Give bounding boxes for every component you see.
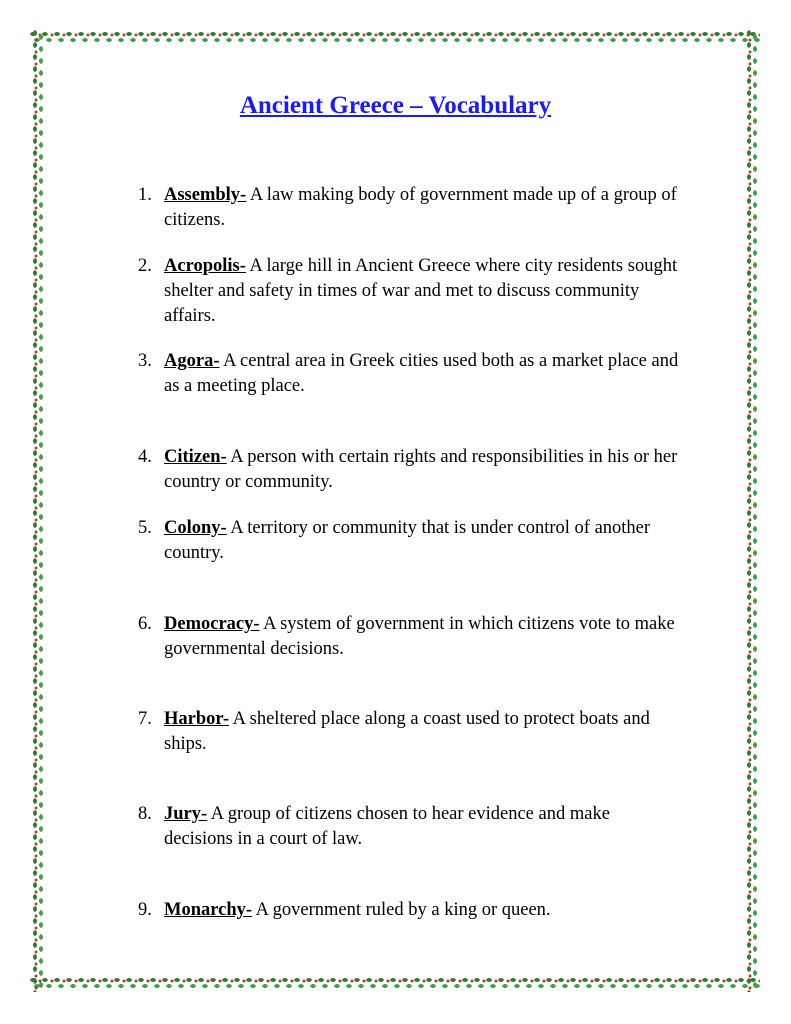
vocab-item-jury [138,802,683,852]
item-number: 6. [138,614,152,634]
vocab-term: Acropolis- [164,256,246,276]
vocab-definition: A sheltered place along a coast used to protect boats and ships. [164,709,650,754]
vocab-definition: A large hill in Ancient Greece where city residents sought shelter and safety in times of war and met to discuss community affairs. [164,256,678,326]
vocab-definition: A system of government in which citizens vote to make governmental decisions. [164,614,675,659]
page-title: Ancient Greece – Vocabulary [239,92,552,119]
vocab-item-agora [138,349,683,399]
item-number: 4. [138,447,152,467]
vocab-item-democracy [138,612,683,662]
holly-border-right-icon [744,30,760,992]
item-number: 2. [138,256,152,276]
vocab-term: Colony- [164,518,227,538]
vocab-definition: A central area in Greek cities used both as a market place and as a meeting place. [164,351,679,396]
vocab-item-colony [138,516,683,566]
vocab-definition: A government ruled by a king or queen. [252,900,551,920]
item-number: 1. [138,185,152,205]
vocab-item-assembly [138,183,683,233]
item-number: 8. [138,804,152,824]
vocab-item-harbor [138,707,683,757]
vocab-definition: A law making body of government made up of a group of citizens. [164,185,677,230]
holly-border-left-icon [30,30,46,992]
vocab-term: Harbor- [164,709,230,729]
vocab-definition: A group of citizens chosen to hear evidence and make decisions in a court of law. [164,804,610,849]
vocab-definition: A person with certain rights and responsibilities in his or her country or community. [164,447,678,492]
vocab-term: Assembly- [164,185,247,205]
holly-border-top-icon [30,30,760,46]
vocab-item-citizen [138,445,683,495]
vocab-definition: A territory or community that is under control of another country. [164,518,651,563]
vocab-term: Citizen- [164,447,227,467]
item-number: 3. [138,351,152,371]
holly-border-bottom-icon [30,976,760,992]
vocab-term: Agora- [164,351,220,371]
item-number: 7. [138,709,152,729]
item-number: 5. [138,518,152,538]
vocab-item-monarchy [138,898,683,923]
vocab-item-acropolis [138,254,683,329]
vocab-term: Jury- [164,804,208,824]
item-number: 9. [138,900,152,920]
vocab-term: Monarchy- [164,900,253,920]
vocab-term: Democracy- [164,614,260,634]
